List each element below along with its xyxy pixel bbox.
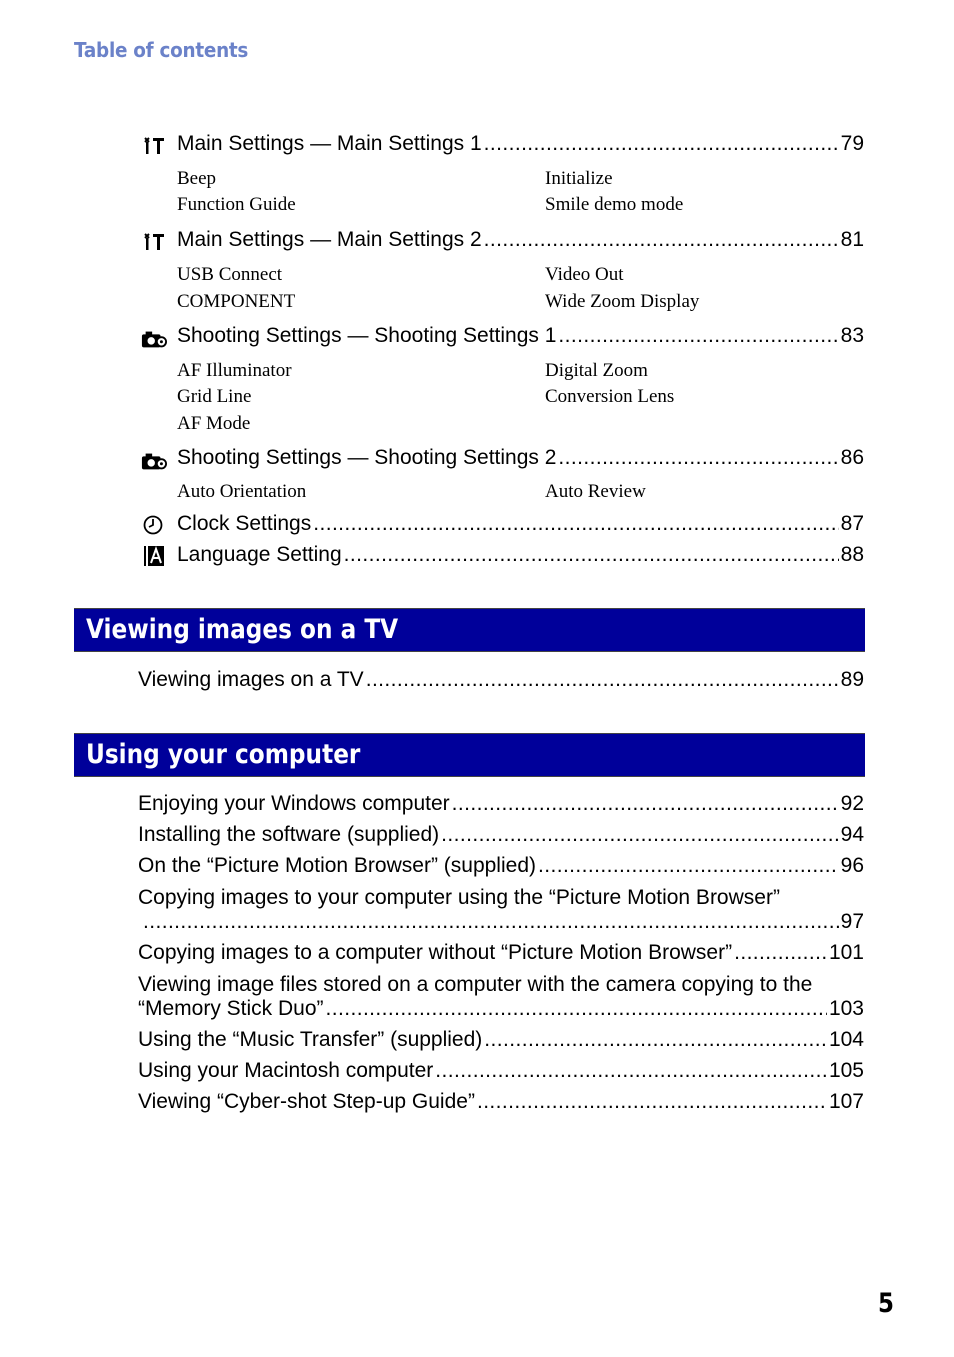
page-ref: 96 (840, 854, 864, 877)
dot-leader (344, 542, 839, 568)
toc-entry-shooting-settings-1[interactable] (177, 323, 864, 349)
page-ref: 101 (828, 941, 864, 964)
entry-title: Using the “Music Transfer” (supplied) (138, 1028, 483, 1051)
sub-item: AF Mode (177, 413, 251, 434)
toc-entry-main-settings-2[interactable] (177, 227, 864, 253)
toc-entry-shooting-settings-2[interactable] (177, 445, 864, 471)
page-ref: 81 (840, 228, 864, 251)
section-title: Using your computer (86, 739, 361, 770)
page-ref: 97 (840, 910, 864, 933)
camera-gear-icon (141, 450, 167, 472)
entry-title: Main Settings — Main Settings 2 (177, 228, 482, 251)
page-ref: 83 (840, 324, 864, 347)
dot-leader (558, 445, 838, 471)
dot-leader (313, 511, 838, 537)
dot-leader (558, 323, 838, 349)
dot-leader (143, 909, 839, 935)
sub-item: Smile demo mode (545, 194, 684, 215)
dot-leader (435, 1058, 827, 1084)
page-ref: 103 (828, 997, 864, 1020)
toc-entry[interactable] (138, 822, 864, 848)
page-ref: 86 (840, 446, 864, 469)
section-banner-tv (74, 608, 865, 652)
dot-leader (366, 667, 839, 693)
toc-entry[interactable] (138, 853, 864, 879)
page-number: 5 (878, 1288, 894, 1319)
entry-title[interactable]: Copying images to your computer using the “Picture Motion Browser” (138, 886, 780, 909)
page-ref: 104 (828, 1028, 864, 1051)
toc-entry[interactable] (138, 791, 864, 817)
dot-leader (441, 822, 838, 848)
section-banner-computer (74, 733, 865, 777)
toc-entry[interactable] (143, 909, 864, 935)
sub-item: Video Out (545, 264, 624, 285)
toc-entry-viewing-tv[interactable] (138, 667, 864, 693)
page-ref: 89 (840, 668, 864, 691)
dot-leader (452, 791, 839, 817)
sub-item: Auto Orientation (177, 481, 307, 502)
sub-item: Wide Zoom Display (545, 291, 700, 312)
entry-title: On the “Picture Motion Browser” (supplied) (138, 854, 536, 877)
entry-title: Shooting Settings — Shooting Settings 1 (177, 324, 557, 347)
tools-icon (142, 231, 168, 253)
sub-item: Beep (177, 168, 217, 189)
toc-entry-clock-settings[interactable] (177, 511, 864, 537)
entry-title: Clock Settings (177, 512, 312, 535)
page-ref: 88 (840, 543, 864, 566)
entry-title: Viewing images on a TV (138, 668, 364, 691)
page-ref: 87 (840, 512, 864, 535)
dot-leader (484, 227, 839, 253)
toc-entry-main-settings-1[interactable] (177, 131, 864, 157)
page-ref: 105 (828, 1059, 864, 1082)
entry-title: Using your Macintosh computer (138, 1059, 434, 1082)
sub-item: Auto Review (545, 481, 646, 502)
page-ref: 92 (840, 792, 864, 815)
dot-leader (734, 940, 827, 966)
entry-title: Copying images to a computer without “Picture Motion Browser” (138, 941, 733, 964)
sub-item: Digital Zoom (545, 360, 648, 381)
dot-leader (538, 853, 839, 879)
clock-icon (142, 514, 168, 536)
sub-item: Function Guide (177, 194, 296, 215)
page-ref: 94 (840, 823, 864, 846)
entry-title: Enjoying your Windows computer (138, 792, 450, 815)
toc-entry[interactable] (138, 1027, 864, 1053)
sub-item: USB Connect (177, 264, 283, 285)
page-ref: 79 (840, 132, 864, 155)
section-title: Viewing images on a TV (86, 614, 399, 645)
sub-item: AF Illuminator (177, 360, 292, 381)
language-a-icon (142, 545, 168, 567)
toc-entry[interactable] (138, 996, 864, 1022)
sub-item: Grid Line (177, 386, 252, 407)
dot-leader (484, 131, 839, 157)
toc-entry-language-setting[interactable] (177, 542, 864, 568)
dot-leader (326, 996, 827, 1022)
dot-leader (477, 1089, 827, 1115)
toc-entry[interactable] (138, 1058, 864, 1084)
page-ref: 107 (828, 1090, 864, 1113)
dot-leader (484, 1027, 827, 1053)
entry-title-line1[interactable]: Viewing image files stored on a computer with the camera copying to the (138, 973, 813, 996)
running-header: Table of contents (74, 38, 249, 62)
entry-title-line2: “Memory Stick Duo” (138, 997, 324, 1020)
sub-item: COMPONENT (177, 291, 296, 312)
camera-gear-icon (141, 328, 167, 350)
entry-title: Shooting Settings — Shooting Settings 2 (177, 446, 557, 469)
entry-title: Main Settings — Main Settings 1 (177, 132, 482, 155)
sub-item: Conversion Lens (545, 386, 675, 407)
toc-entry[interactable] (138, 1089, 864, 1115)
tools-icon (142, 135, 168, 157)
sub-item: Initialize (545, 168, 613, 189)
toc-entry[interactable] (138, 940, 864, 966)
entry-title: Viewing “Cyber-shot Step-up Guide” (138, 1090, 475, 1113)
entry-title: Installing the software (supplied) (138, 823, 440, 846)
entry-title: Language Setting (177, 543, 342, 566)
